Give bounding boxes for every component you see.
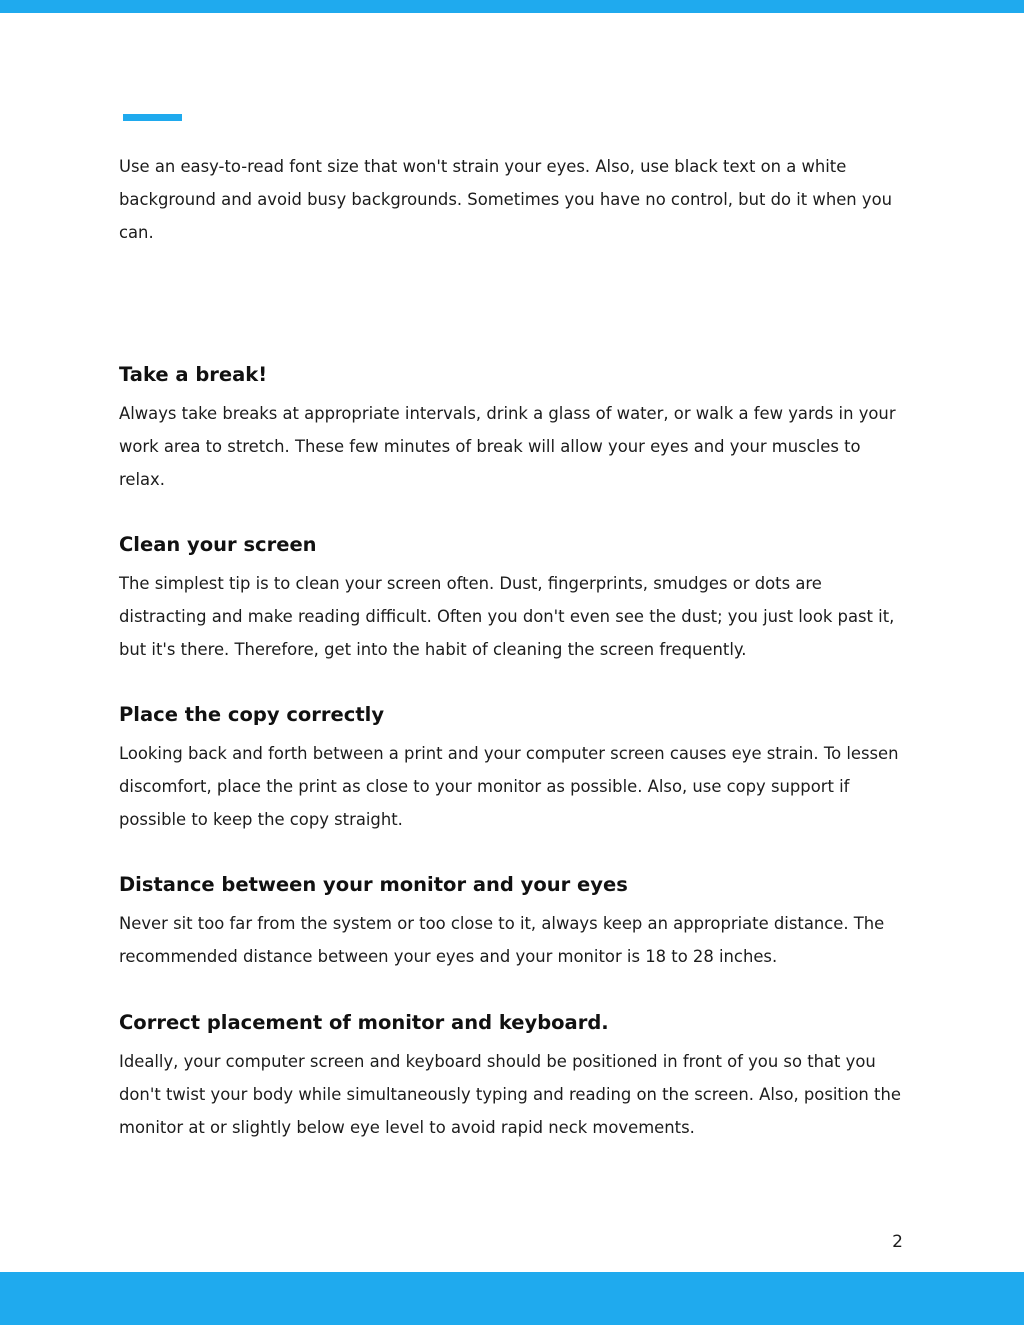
section-clean-your-screen xyxy=(119,525,909,666)
top-accent-bar xyxy=(0,0,1024,13)
section-place-the-copy xyxy=(119,695,909,836)
page-number: 2 xyxy=(892,1232,903,1252)
section-heading: Clean your screen xyxy=(119,533,317,556)
section-body: Ideally, your computer screen and keyboard should be positioned in front of you so that you don't twist your body while simultaneously typing and reading on the screen. Also, position the monitor at or slightly below eye level to avoid rapid neck movements. xyxy=(119,1052,901,1137)
section-body: Always take breaks at appropriate intervals, drink a glass of water, or walk a few yards in your work area to stretch. These few minutes of break will allow your eyes and your muscles to relax. xyxy=(119,404,896,489)
section-heading: Place the copy correctly xyxy=(119,703,385,726)
intro-paragraph: Use an easy-to-read font size that won't strain your eyes. Also, use black text on a white background and avoid busy backgrounds. Sometimes you have no control, but do it when you can. xyxy=(119,157,893,242)
section-heading: Take a break! xyxy=(119,363,268,386)
section-monitor-distance xyxy=(119,865,909,973)
section-take-a-break xyxy=(119,355,909,496)
section-heading: Distance between your monitor and your eyes xyxy=(119,873,628,896)
accent-dash xyxy=(123,114,182,121)
section-body: The simplest tip is to clean your screen often. Dust, fingerprints, smudges or dots are distracting and make reading difficult. Often you don't even see the dust; you just look past it, but it's there. Therefore, get into the habit of cleaning the screen frequently. xyxy=(119,574,895,659)
page-content xyxy=(119,150,909,1144)
section-body: Never sit too far from the system or too close to it, always keep an appropriate distance. The recommended distance between your eyes and your monitor is 18 to 28 inches. xyxy=(119,914,885,966)
section-heading: Correct placement of monitor and keyboard. xyxy=(119,1011,609,1034)
bottom-accent-bar xyxy=(0,1272,1024,1325)
section-monitor-keyboard-placement xyxy=(119,1003,909,1144)
section-body: Looking back and forth between a print and your computer screen causes eye strain. To lessen discomfort, place the print as close to your monitor as possible. Also, use copy support if possible to keep the copy straight. xyxy=(119,744,899,829)
